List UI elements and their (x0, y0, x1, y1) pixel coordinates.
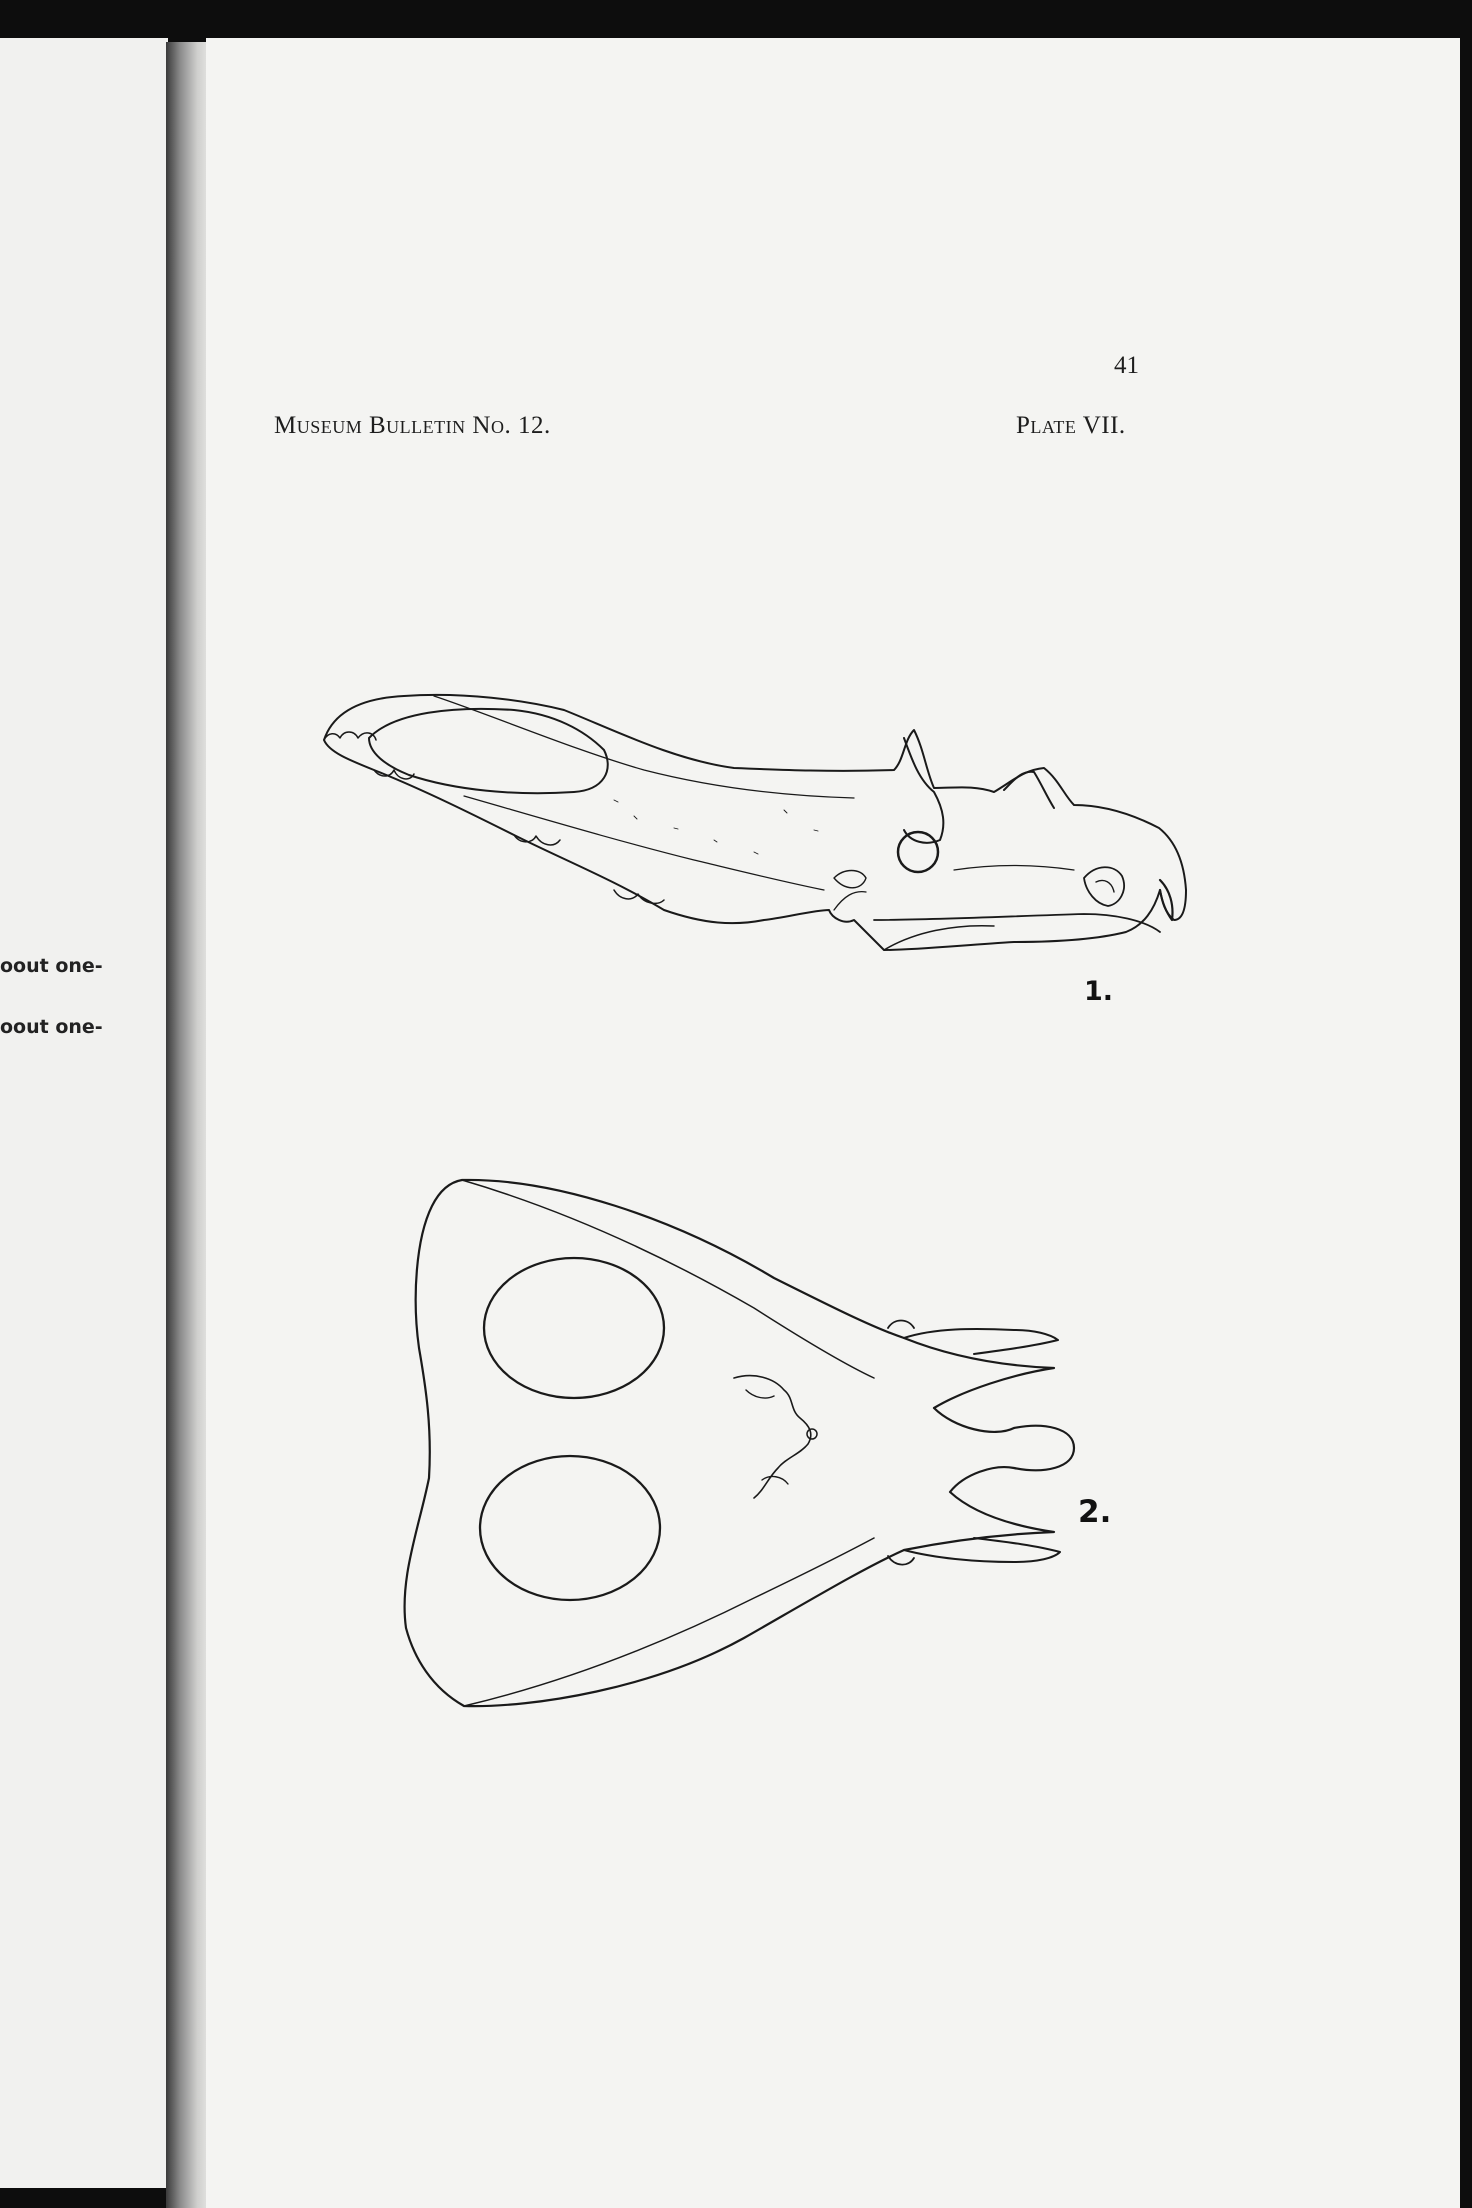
skull-lateral-drawing (314, 620, 1214, 1020)
left-page-text-line: oout one- (0, 955, 103, 977)
right-page (206, 38, 1460, 2208)
plate-label: Plate VII. (1016, 412, 1126, 439)
page-number: 41 (1114, 352, 1139, 379)
running-head: Museum Bulletin No. 12. (274, 412, 551, 439)
left-page (0, 38, 168, 2188)
left-page-text-line: oout one- (0, 1016, 103, 1038)
figure-1-label: 1. (1084, 976, 1114, 1007)
skull-dorsal-drawing (314, 1128, 1214, 1728)
figure-2-label: 2. (1078, 1494, 1112, 1530)
